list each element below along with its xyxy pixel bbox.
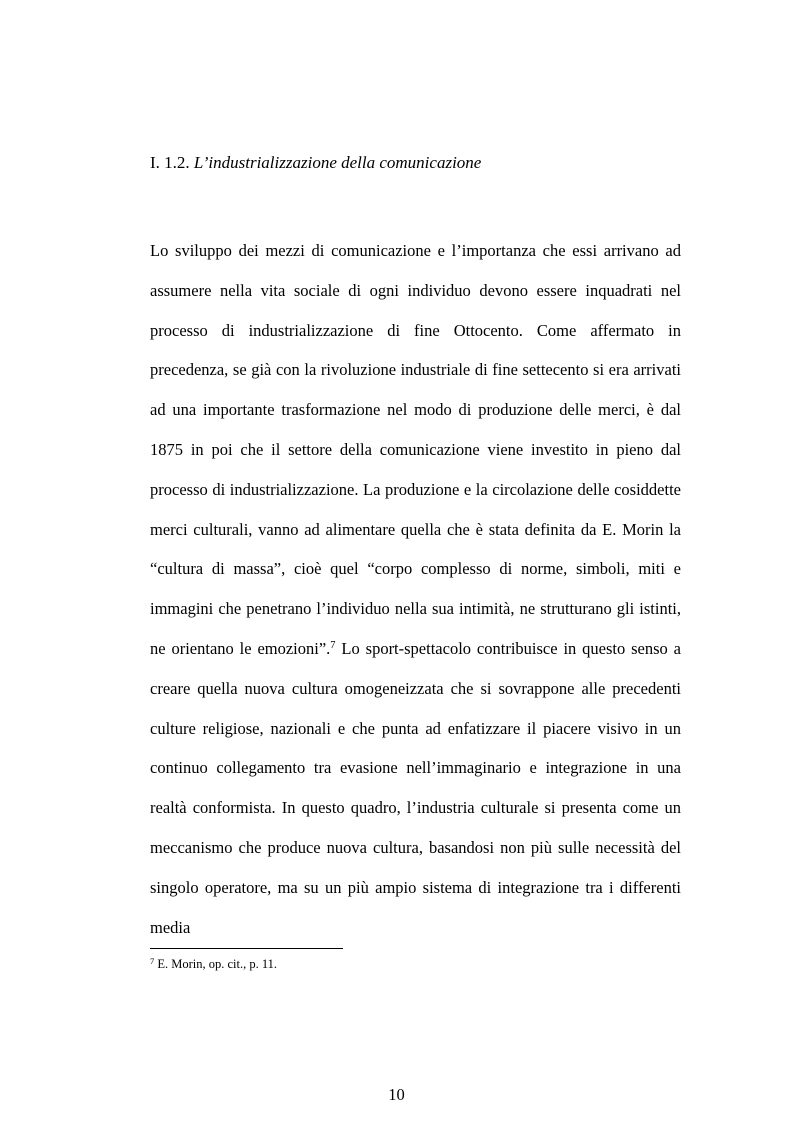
footnote-separator bbox=[150, 948, 343, 949]
footnote bbox=[150, 956, 277, 972]
paragraph-text-part-1: Lo sviluppo dei mezzi di comunicazione e l’importanza che essi arrivano ad assumere nella vita sociale di ogni individuo devono essere inquadrati nel processo di industrializzazione di fine Ottocento. Come affermato in precedenza, se già con la rivoluzione industriale di fine settecento si era arrivati ad una importante trasformazione nel modo di produzione delle merci, è dal 1875 in poi che il settore della comunicazione viene investito in pieno dal processo di industrializzazione. La produzione e la circolazione delle cosiddette merci culturali, vanno ad alimentare quella che è stata definita da E. Morin la “cultura di massa”, cioè quel “corpo complesso di norme, simboli, miti e immagini che penetrano l’individuo nella sua intimità, ne strutturano gli istinti, ne orientano le emozioni”. bbox=[150, 241, 681, 658]
paragraph-text-part-2: Lo sport-spettacolo contribuisce in questo senso a creare quella nuova cultura omogeneizzata che si sovrappone alle precedenti culture religiose, nazionali e che punta ad enfatizzare il piacere visivo in un continuo collegamento tra evasione nell’immaginario e integrazione in una realtà conformista. In questo quadro, l’industria culturale si presenta come un meccanismo che produce nuova cultura, basandosi non più sulle necessità del singolo operatore, ma su un più ampio sistema di integrazione tra i differenti media bbox=[150, 638, 681, 937]
section-number: I. 1.2. bbox=[150, 153, 190, 172]
section-title: L’industrializzazione della comunicazione bbox=[193, 153, 482, 172]
body-paragraph bbox=[150, 231, 681, 947]
page-number: 10 bbox=[388, 1085, 405, 1104]
footnote-reference[interactable]: 7 bbox=[330, 640, 336, 652]
footnote-text: E. Morin, op. cit., p. 11. bbox=[154, 957, 278, 971]
footnote-marker: 7 bbox=[150, 955, 155, 966]
section-heading bbox=[150, 152, 481, 174]
